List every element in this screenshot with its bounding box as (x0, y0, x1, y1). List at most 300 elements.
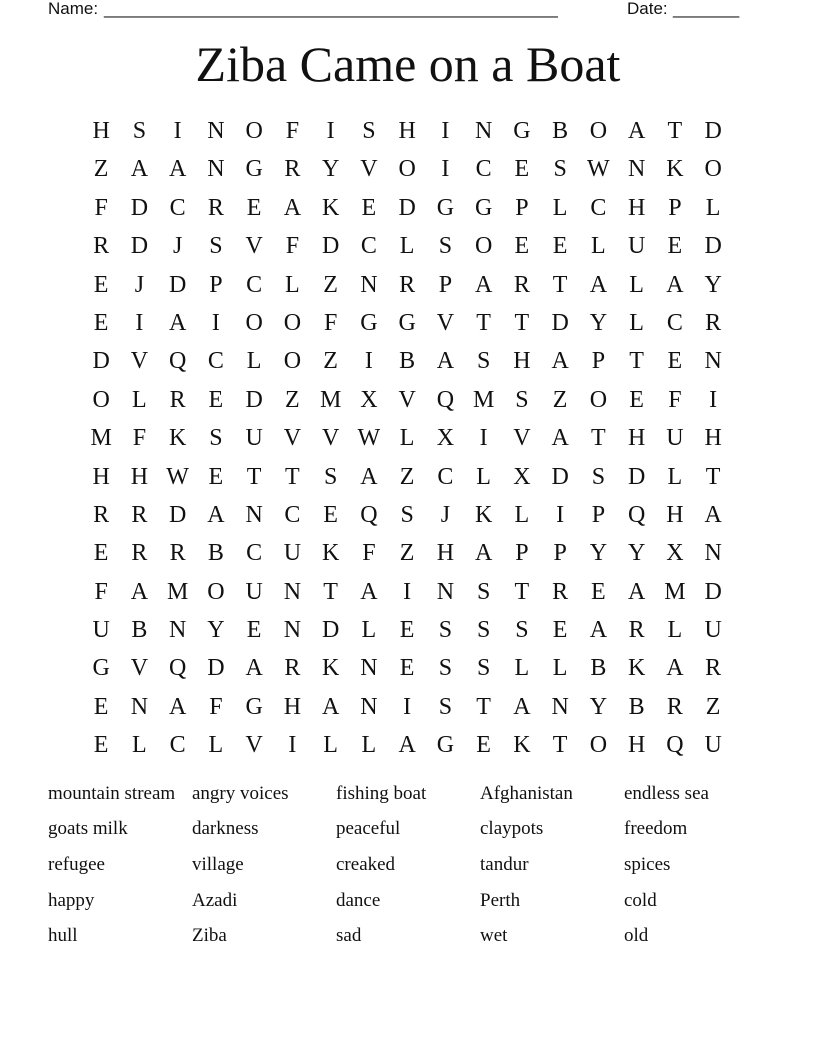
grid-letter[interactable]: K (321, 540, 340, 567)
grid-letter[interactable]: T (514, 309, 530, 336)
grid-letter[interactable]: D (704, 118, 722, 144)
grid-letter[interactable]: T (476, 309, 491, 336)
grid-letter[interactable]: F (132, 425, 147, 452)
grid-letter[interactable]: F (323, 309, 338, 336)
grid-letter[interactable]: H (627, 732, 646, 759)
grid-letter[interactable]: N (168, 617, 187, 644)
grid-letter[interactable]: A (666, 271, 684, 298)
grid-letter[interactable]: J (134, 271, 145, 298)
grid-letter[interactable]: C (590, 194, 607, 221)
grid-letter[interactable]: I (441, 156, 450, 183)
grid-letter[interactable]: O (245, 309, 263, 336)
grid-letter[interactable]: S (438, 233, 453, 260)
grid-letter[interactable]: L (629, 309, 644, 336)
grid-letter[interactable]: B (131, 617, 148, 644)
grid-letter[interactable]: E (93, 309, 109, 336)
grid-letter[interactable]: H (666, 501, 684, 528)
grid-letter[interactable]: F (285, 233, 300, 260)
grid-letter[interactable]: L (208, 732, 224, 759)
grid-letter[interactable]: N (360, 271, 378, 298)
grid-letter[interactable]: O (589, 118, 608, 144)
grid-letter[interactable]: W (166, 463, 189, 490)
grid-letter[interactable]: T (514, 578, 530, 605)
grid-letter[interactable]: D (321, 617, 340, 644)
grid-letter[interactable]: S (438, 693, 453, 720)
grid-letter[interactable]: R (666, 693, 683, 720)
grid-letter[interactable]: L (514, 501, 530, 528)
word-list-item: Azadi (192, 889, 238, 911)
grid-letter[interactable]: L (705, 194, 721, 221)
grid-letter[interactable]: U (666, 425, 684, 452)
grid-letter[interactable]: H (283, 693, 302, 720)
grid-letter[interactable]: C (246, 540, 263, 567)
grid-letter[interactable]: D (207, 655, 225, 682)
grid-letter[interactable]: R (284, 655, 301, 682)
grid-letter[interactable]: H (398, 118, 416, 144)
grid-letter[interactable]: I (403, 693, 412, 720)
grid-letter[interactable]: P (591, 501, 606, 528)
grid-letter[interactable]: E (667, 233, 683, 260)
grid-letter[interactable]: T (705, 463, 721, 490)
grid-letter[interactable]: L (399, 425, 415, 452)
grid-letter[interactable]: M (166, 578, 189, 605)
grid-letter[interactable]: A (436, 348, 455, 375)
grid-letter[interactable]: O (92, 386, 110, 413)
grid-letter[interactable]: G (245, 156, 263, 183)
grid-letter[interactable]: S (362, 118, 376, 144)
grid-letter[interactable]: R (131, 501, 148, 528)
grid-letter[interactable]: B (552, 118, 569, 144)
grid-letter[interactable]: N (207, 118, 225, 144)
grid-letter[interactable]: Z (399, 540, 415, 567)
grid-letter[interactable]: A (130, 578, 149, 605)
grid-letter[interactable]: O (589, 386, 608, 413)
grid-letter[interactable]: R (705, 655, 722, 682)
grid-letter[interactable]: P (209, 271, 223, 298)
grid-letter[interactable]: N (551, 693, 569, 720)
grid-letter[interactable]: I (441, 118, 450, 144)
grid-letter[interactable]: Z (93, 156, 109, 183)
grid-letter[interactable]: V (513, 425, 531, 452)
grid-letter[interactable]: D (551, 309, 569, 336)
grid-letter[interactable]: I (403, 578, 412, 605)
grid-letter[interactable]: E (399, 617, 415, 644)
grid-letter[interactable]: G (513, 118, 531, 144)
grid-letter[interactable]: X (436, 425, 455, 452)
grid-letter[interactable]: N (283, 617, 302, 644)
grid-letter[interactable]: H (627, 425, 646, 452)
grid-letter[interactable]: S (438, 655, 453, 682)
grid-letter[interactable]: U (245, 578, 263, 605)
grid-letter[interactable]: H (436, 540, 455, 567)
grid-letter[interactable]: I (326, 118, 335, 144)
grid-letter[interactable]: R (399, 271, 416, 298)
grid-letter[interactable]: T (285, 463, 300, 490)
grid-letter[interactable]: A (360, 463, 378, 490)
grid-letter[interactable]: A (360, 578, 378, 605)
grid-letter[interactable]: E (476, 732, 491, 759)
grid-letter[interactable]: N (130, 693, 149, 720)
grid-letter[interactable]: F (285, 118, 300, 144)
grid-letter[interactable]: Z (399, 463, 415, 490)
grid-letter[interactable]: Q (168, 655, 187, 682)
grid-letter[interactable]: L (285, 271, 300, 298)
word-list-item: fishing boat (336, 782, 427, 804)
grid-letter[interactable]: S (515, 617, 529, 644)
grid-letter[interactable]: E (552, 233, 568, 260)
grid-letter[interactable]: F (362, 540, 376, 567)
grid-letter[interactable]: J (172, 233, 183, 260)
grid-letter[interactable]: O (589, 732, 608, 759)
grid-letter[interactable]: U (92, 617, 110, 644)
grid-letter[interactable]: L (399, 233, 415, 260)
grid-letter[interactable]: L (629, 271, 644, 298)
word-list-item: Afghanistan (480, 782, 573, 804)
grid-letter[interactable]: L (591, 233, 606, 260)
grid-letter[interactable]: R (207, 194, 224, 221)
grid-letter[interactable]: W (357, 425, 381, 452)
grid-letter[interactable]: L (132, 386, 147, 413)
grid-letter[interactable]: E (93, 732, 109, 759)
grid-letter[interactable]: I (211, 309, 220, 336)
grid-letter[interactable]: Q (627, 501, 646, 528)
grid-letter[interactable]: A (474, 271, 493, 298)
grid-letter[interactable]: A (551, 425, 569, 452)
grid-letter[interactable]: E (399, 655, 415, 682)
grid-letter[interactable]: D (168, 271, 187, 298)
grid-letter[interactable]: M (90, 425, 112, 452)
grid-letter[interactable]: N (704, 540, 722, 567)
grid-letter[interactable]: X (666, 540, 684, 567)
grid-letter[interactable]: I (288, 732, 297, 759)
grid-letter[interactable]: N (245, 501, 263, 528)
grid-letter[interactable]: V (283, 425, 302, 452)
grid-letter[interactable]: D (398, 194, 416, 221)
grid-letter[interactable]: L (361, 732, 377, 759)
grid-letter[interactable]: E (629, 386, 644, 413)
grid-letter[interactable]: Q (168, 348, 187, 375)
grid-letter[interactable]: B (207, 540, 224, 567)
grid-letter[interactable]: C (169, 194, 186, 221)
grid-letter[interactable]: I (556, 501, 565, 528)
grid-letter[interactable]: C (169, 732, 186, 759)
grid-letter[interactable]: V (245, 732, 263, 759)
word-list-item: wet (480, 925, 508, 947)
grid-letter[interactable]: D (130, 194, 149, 221)
grid-letter[interactable]: I (173, 118, 182, 144)
grid-letter[interactable]: V (398, 386, 416, 413)
grid-letter[interactable]: T (246, 463, 262, 490)
grid-letter[interactable]: D (168, 501, 187, 528)
grid-letter[interactable]: J (440, 501, 451, 528)
grid-letter[interactable]: A (283, 194, 302, 221)
grid-letter[interactable]: C (437, 463, 454, 490)
word-list-row (48, 883, 768, 919)
grid-letter[interactable]: A (168, 693, 187, 720)
grid-letter[interactable]: D (92, 348, 110, 375)
grid-letter[interactable]: T (552, 271, 568, 298)
grid-letter[interactable]: L (323, 732, 338, 759)
grid-letter[interactable]: G (360, 309, 378, 336)
grid-letter[interactable]: U (245, 425, 263, 452)
grid-letter[interactable]: D (704, 233, 722, 260)
grid-letter[interactable]: E (208, 386, 224, 413)
grid-letter[interactable]: P (515, 194, 529, 221)
grid-letter[interactable]: U (283, 540, 302, 567)
grid-letter[interactable]: E (591, 578, 606, 605)
grid-letter[interactable]: M (319, 386, 342, 413)
grid-letter[interactable]: V (360, 156, 378, 183)
grid-letter[interactable]: Y (207, 617, 225, 644)
grid-letter[interactable]: A (321, 693, 340, 720)
grid-letter[interactable]: B (628, 693, 645, 720)
grid-letter[interactable]: E (514, 233, 530, 260)
grid-letter[interactable]: F (94, 194, 108, 221)
grid-letter[interactable]: A (627, 118, 646, 144)
grid-letter[interactable]: E (246, 194, 262, 221)
grid-letter[interactable]: T (552, 732, 568, 759)
grid-letter[interactable]: G (474, 194, 493, 221)
grid-letter[interactable]: G (245, 693, 263, 720)
grid-letter[interactable]: C (207, 348, 224, 375)
grid-letter[interactable]: A (168, 156, 187, 183)
grid-letter[interactable]: C (666, 309, 683, 336)
grid-letter[interactable]: D (704, 578, 722, 605)
grid-letter[interactable]: S (209, 425, 223, 452)
grid-letter[interactable]: L (667, 617, 683, 644)
grid-letter[interactable]: E (93, 693, 109, 720)
grid-letter[interactable]: A (398, 732, 416, 759)
grid-letter[interactable]: M (472, 386, 495, 413)
grid-letter[interactable]: Y (321, 156, 340, 183)
grid-letter[interactable]: R (131, 540, 148, 567)
grid-letter[interactable]: R (284, 156, 301, 183)
grid-letter[interactable]: K (513, 732, 531, 759)
grid-letter[interactable]: N (436, 578, 455, 605)
grid-letter[interactable]: R (93, 233, 110, 260)
grid-letter[interactable]: G (436, 732, 455, 759)
grid-letter[interactable]: Z (552, 386, 568, 413)
grid-letter[interactable]: Z (705, 693, 721, 720)
grid-letter[interactable]: M (664, 578, 686, 605)
grid-letter[interactable]: U (627, 233, 646, 260)
grid-letter[interactable]: A (207, 501, 225, 528)
grid-letter[interactable]: S (400, 501, 414, 528)
grid-letter[interactable]: N (704, 348, 722, 375)
grid-letter[interactable]: Q (666, 732, 684, 759)
grid-letter[interactable]: A (589, 617, 608, 644)
grid-letter[interactable]: H (627, 194, 646, 221)
grid-letter[interactable]: R (705, 309, 722, 336)
grid-letter[interactable]: R (169, 386, 186, 413)
grid-letter[interactable]: E (93, 271, 109, 298)
grid-letter[interactable]: C (360, 233, 377, 260)
grid-letter[interactable]: E (246, 617, 262, 644)
grid-letter[interactable]: U (704, 617, 722, 644)
grid-letter[interactable]: Y (704, 271, 722, 298)
grid-letter[interactable]: K (168, 425, 187, 452)
grid-letter[interactable]: S (438, 617, 453, 644)
grid-letter[interactable]: P (591, 348, 606, 375)
grid-letter[interactable]: V (130, 655, 149, 682)
grid-letter[interactable]: L (246, 348, 262, 375)
grid-letter[interactable]: H (92, 463, 110, 490)
name-field[interactable]: ________________________________________________ (104, 0, 558, 18)
grid-letter[interactable]: L (361, 617, 377, 644)
grid-letter[interactable]: N (360, 655, 378, 682)
grid-letter[interactable]: H (130, 463, 149, 490)
grid-letter[interactable]: A (589, 271, 608, 298)
grid-letter[interactable]: Z (285, 386, 300, 413)
grid-row (82, 150, 732, 188)
grid-letter[interactable]: K (474, 501, 493, 528)
word-list-item: mountain stream (48, 782, 176, 804)
grid-letter[interactable]: G (436, 194, 455, 221)
grid-letter[interactable]: B (399, 348, 416, 375)
grid-letter[interactable]: X (360, 386, 378, 413)
grid-letter[interactable]: O (474, 233, 493, 260)
grid-letter[interactable]: L (667, 463, 683, 490)
grid-letter[interactable]: L (514, 655, 530, 682)
grid-letter[interactable]: Z (323, 348, 338, 375)
grid-letter[interactable]: E (93, 540, 109, 567)
grid-letter[interactable]: N (207, 156, 225, 183)
grid-letter[interactable]: P (515, 540, 529, 567)
grid-letter[interactable]: I (135, 309, 144, 336)
grid-letter[interactable]: F (209, 693, 223, 720)
grid-row (82, 266, 732, 304)
grid-letter[interactable]: P (668, 194, 682, 221)
grid-letter[interactable]: L (132, 732, 147, 759)
date-field[interactable]: _______ (673, 0, 740, 18)
grid-letter[interactable]: V (130, 348, 149, 375)
grid-letter[interactable]: N (627, 156, 646, 183)
grid-letter[interactable]: Q (360, 501, 378, 528)
grid-letter[interactable]: C (475, 156, 492, 183)
grid-letter[interactable]: A (513, 693, 531, 720)
grid-letter[interactable]: S (515, 386, 529, 413)
grid-letter[interactable]: R (628, 617, 645, 644)
grid-letter[interactable]: A (551, 348, 569, 375)
grid-letter[interactable]: D (321, 233, 340, 260)
grid-letter[interactable]: Y (589, 309, 608, 336)
grid-letter[interactable]: F (668, 386, 682, 413)
grid-letter[interactable]: S (209, 233, 223, 260)
grid-letter[interactable]: S (323, 463, 338, 490)
grid-letter[interactable]: D (130, 233, 149, 260)
grid-letter[interactable]: T (591, 425, 606, 452)
grid-letter[interactable]: P (553, 540, 567, 567)
grid-letter[interactable]: B (590, 655, 607, 682)
grid-letter[interactable]: P (438, 271, 453, 298)
grid-letter[interactable]: H (704, 425, 722, 452)
grid-letter[interactable]: E (208, 463, 224, 490)
grid-letter[interactable]: O (398, 156, 416, 183)
grid-letter[interactable]: K (321, 194, 340, 221)
grid-letter[interactable]: O (283, 309, 302, 336)
grid-letter[interactable]: E (552, 617, 568, 644)
grid-letter[interactable]: H (92, 118, 110, 144)
grid-letter[interactable]: C (284, 501, 301, 528)
grid-letter[interactable]: R (552, 578, 569, 605)
grid-letter[interactable]: O (283, 348, 302, 375)
grid-letter[interactable]: T (629, 348, 644, 375)
grid-letter[interactable]: L (552, 194, 568, 221)
grid-letter[interactable]: O (245, 118, 263, 144)
grid-letter[interactable]: K (666, 156, 684, 183)
grid-letter[interactable]: U (704, 732, 722, 759)
grid-letter[interactable]: S (476, 578, 491, 605)
grid-letter[interactable]: A (627, 578, 646, 605)
grid-letter[interactable]: G (92, 655, 110, 682)
grid-letter[interactable]: D (627, 463, 646, 490)
grid-letter[interactable]: S (132, 118, 147, 144)
grid-letter[interactable]: V (245, 233, 263, 260)
grid-letter[interactable]: A (704, 501, 722, 528)
grid-letter[interactable]: Y (627, 540, 646, 567)
grid-letter[interactable]: N (360, 693, 378, 720)
grid-letter[interactable]: A (474, 540, 493, 567)
grid-letter[interactable]: A (130, 156, 149, 183)
grid-letter[interactable]: E (514, 156, 530, 183)
grid-letter[interactable]: L (552, 655, 568, 682)
grid-letter[interactable]: K (627, 655, 646, 682)
grid-letter[interactable]: X (513, 463, 531, 490)
grid-letter[interactable]: I (364, 348, 373, 375)
grid-letter[interactable]: A (666, 655, 684, 682)
grid-letter[interactable]: D (551, 463, 569, 490)
grid-letter[interactable]: T (667, 118, 683, 144)
grid-letter[interactable]: R (513, 271, 530, 298)
grid-letter[interactable]: K (321, 655, 340, 682)
grid-letter[interactable]: E (361, 194, 377, 221)
grid-letter[interactable]: A (168, 309, 187, 336)
grid-letter[interactable]: Y (589, 540, 608, 567)
grid-letter[interactable]: E (323, 501, 338, 528)
grid-letter[interactable]: E (667, 348, 683, 375)
grid-letter[interactable]: W (587, 156, 610, 183)
grid-letter[interactable]: N (474, 118, 493, 144)
grid-letter[interactable]: R (169, 540, 186, 567)
grid-letter[interactable]: Z (323, 271, 338, 298)
grid-letter[interactable]: D (245, 386, 263, 413)
grid-letter[interactable]: S (476, 348, 491, 375)
grid-letter[interactable]: G (398, 309, 416, 336)
grid-letter[interactable]: V (436, 309, 455, 336)
grid-letter[interactable]: S (476, 655, 491, 682)
grid-letter[interactable]: S (476, 617, 491, 644)
grid-letter[interactable]: A (245, 655, 263, 682)
grid-letter[interactable]: O (704, 156, 722, 183)
grid-letter[interactable]: S (591, 463, 606, 490)
grid-letter[interactable]: N (283, 578, 302, 605)
grid-letter[interactable]: I (709, 386, 718, 413)
grid-letter[interactable]: C (246, 271, 263, 298)
grid-letter[interactable]: Q (436, 386, 455, 413)
grid-letter[interactable]: R (93, 501, 110, 528)
grid-letter[interactable]: V (321, 425, 340, 452)
grid-letter[interactable]: S (553, 156, 567, 183)
grid-letter[interactable]: O (207, 578, 225, 605)
grid-letter[interactable]: H (513, 348, 531, 375)
grid-letter[interactable]: I (479, 425, 488, 452)
grid-letter[interactable]: F (94, 578, 108, 605)
grid-letter[interactable]: L (476, 463, 491, 490)
grid-letter[interactable]: T (476, 693, 491, 720)
word-list-item: dance (336, 889, 381, 911)
grid-letter[interactable]: T (323, 578, 338, 605)
grid-letter[interactable]: Y (589, 693, 608, 720)
